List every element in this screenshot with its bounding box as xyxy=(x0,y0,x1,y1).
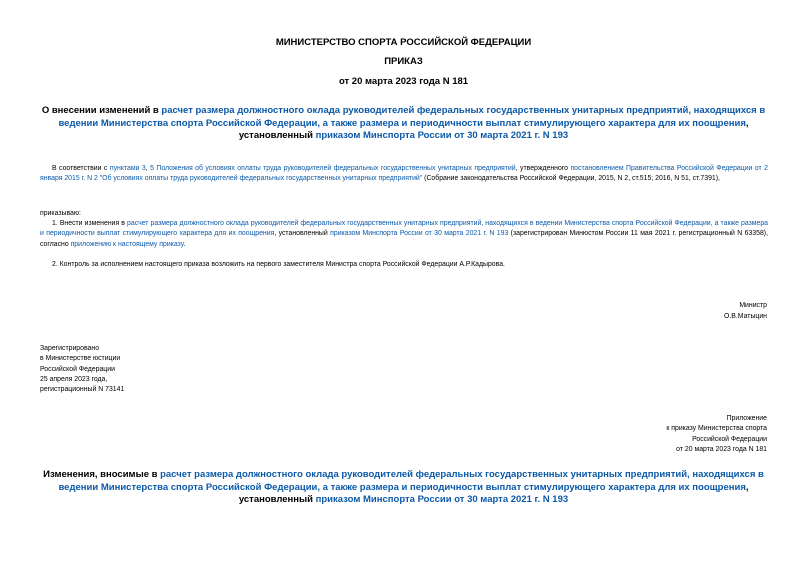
doc-type-heading: ПРИКАЗ xyxy=(384,56,423,67)
clause-1-text-2: , установленный xyxy=(274,230,331,238)
preamble-paragraph xyxy=(40,164,768,185)
registration-block xyxy=(40,344,124,395)
clause-1-text-3: (зарегистрирован Минюстом России 11 мая 2021 г. регистрационный N 63358), согласно xyxy=(40,230,768,248)
clause-1-text-1: 1. Внести изменения в xyxy=(52,220,128,227)
preamble-text-4: (Собрание законодательства Российской Федерации, 2015, N 2, ст.515; 2016, N 51, ст.7391), xyxy=(422,175,720,183)
appendix-title-link-calculation[interactable]: расчет размера должностного оклада руководителей федеральных государственных унитарных предприятий, находящихся в ведении Министерства спорта Российской Федерации, а также размера и периодичности выплат стимулирующего характера для их поощрения xyxy=(58,469,764,493)
registration-line: Зарегистрировано xyxy=(40,345,100,352)
clause-1-link-appendix[interactable]: приложению к настоящему приказу xyxy=(70,240,184,248)
link-government-decree[interactable]: постановлением Правительства Российской Федерации от 2 января 2015 г. N 2 "Об условиях оплаты труда руководителей федеральных государственных унитарных предприятий" xyxy=(40,165,768,183)
order-word: приказываю: xyxy=(40,210,81,217)
order-title xyxy=(40,105,767,143)
preamble-text-1: В соответствии с xyxy=(52,165,110,172)
link-points-3[interactable]: пунктами 3 xyxy=(109,165,146,172)
title-prefix: О внесении изменений в xyxy=(41,105,162,116)
signature-name: О.В.Матыцин xyxy=(724,313,767,320)
clause-1-link-calculation[interactable]: расчет размера должностного оклада руководителей федеральных государственных унитарных предприятий, находящихся в ведении Министерства спорта Российской Федерации, а также размера и периодичности выплат стимулирующего характера для их поощрения xyxy=(40,220,768,238)
title-link-calculation[interactable]: расчет размера должностного оклада руководителей федеральных государственных унитарных предприятий, находящихся в ведении Министерства спорта Российской Федерации, а также размера и периодичности выплат стимулирующего характера для их поощрения xyxy=(58,105,766,129)
ministry-heading: МИНИСТЕРСТВО СПОРТА РОССИЙСКОЙ ФЕДЕРАЦИИ xyxy=(275,37,532,48)
link-regulation[interactable]: 5 Положения об условиях оплаты труда руководителей федеральных государственных унитарных предприятий xyxy=(150,165,516,172)
registration-line: Российской Федерации xyxy=(40,365,115,373)
appendix-title xyxy=(40,469,767,507)
signature-block xyxy=(724,300,767,322)
appendix-line: Российской Федерации xyxy=(692,435,767,443)
registration-line: 25 апреля 2023 года, xyxy=(40,375,108,383)
appendix-block xyxy=(666,414,767,455)
preamble-text-3: , утвержденного xyxy=(515,165,571,172)
appendix-line: к приказу Министерства спорта xyxy=(666,425,767,433)
registration-line: в Министерстве юстиции xyxy=(40,355,121,363)
signature-position: Министр xyxy=(739,302,767,309)
registration-line: регистрационный N 73141 xyxy=(40,386,125,394)
appendix-line: Приложение xyxy=(726,415,767,422)
preamble-text-2: , xyxy=(145,165,151,172)
appendix-title-prefix: Изменения, вносимые в xyxy=(43,469,161,480)
appendix-title-middle: , установленный xyxy=(238,481,749,505)
appendix-title-link-order-193[interactable]: приказом Минспорта России от 30 марта 2021 г. N 193 xyxy=(315,494,569,505)
doc-date-number: от 20 марта 2023 года N 181 xyxy=(338,76,469,87)
clause-1-link-order-193[interactable]: приказом Минспорта России от 30 марта 2021 г. N 193 xyxy=(330,230,509,238)
clause-1 xyxy=(40,219,768,250)
appendix-line: от 20 марта 2023 года N 181 xyxy=(676,445,767,453)
title-middle: , установленный xyxy=(238,117,749,141)
clause-2: 2. Контроль за исполнением настоящего приказа возложить на первого заместителя Министра спорта Российской Федерации А.Р.Кадырова. xyxy=(52,261,505,268)
title-link-order-193[interactable]: приказом Минспорта России от 30 марта 2021 г. N 193 xyxy=(315,130,569,141)
clause-1-text-4: . xyxy=(183,240,186,248)
